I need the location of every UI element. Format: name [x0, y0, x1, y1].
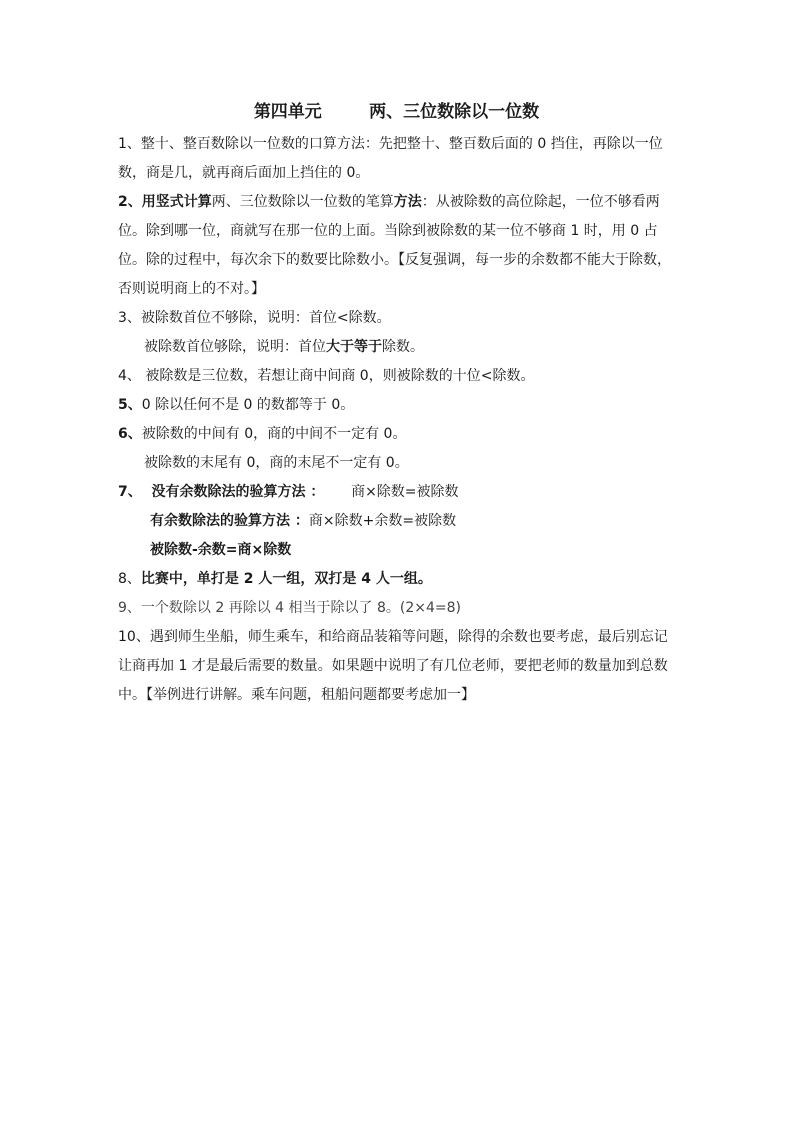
item-3-line-2 — [118, 333, 676, 362]
item-2-method-label: 方法 — [393, 194, 422, 210]
item-5-text: 0 除以任何不是 0 的数都等于 0。 — [141, 397, 355, 413]
item-7-heading: 7、 没有余数除法的验算方法 ： — [118, 484, 325, 500]
item-4: 4、 被除数是三位数，若想让商中间商 0，则被除数的十位<除数。 — [118, 368, 535, 384]
item-3-line-2-end: 除数。 — [382, 339, 424, 355]
item-2-heading: 2、用竖式计算 — [118, 194, 212, 210]
item-9: 9、一个数除以 2 再除以 4 相当于除以了 8。(2×4=8) — [118, 600, 461, 616]
item-2 — [118, 188, 676, 304]
item-1: 1、整十、整百数除以一位数的口算方法：先把整十、整百数后面的 0 挡住，再除以一位数，商是几，就再商后面加上挡住的 0。 — [118, 136, 663, 181]
item-6 — [118, 420, 676, 449]
item-3: 3、被除数首位不够除，说明：首位<除数。 — [118, 310, 391, 326]
item-2-body: ：从被除数的高位除起，一位不够看两位。除到哪一位，商就写在那一位的上面。当除到被除数的某一位不够商 1 时，用 0 占位。除的过程中，每次余下的数要比除数小。【反复强调，每一步的余数都不能大于除数，否则说明商上的不对。】 — [118, 194, 671, 297]
item-7-line-2 — [118, 507, 676, 536]
item-8-text: 比赛中，单打是 2 人一组，双打是 4 人一组。 — [140, 571, 432, 587]
item-7-line-2-formula: 商×除数+余数=被除数 — [308, 513, 457, 529]
item-6-text: 被除数的中间有 0，商的中间不一定有 0。 — [141, 426, 407, 442]
item-2-topic: 两、三位数除以一位数的笔算 — [211, 194, 394, 210]
item-5 — [118, 391, 676, 420]
item-10: 10、遇到师生坐船，师生乘车，和给商品装箱等问题，除得的余数也要考虑，最后别忘记让商再加 1 才是最后需要的数量。如果题中说明了有几位老师，要把老师的数量加到总数中。【举例进行讲解。乘车问题，租船问题都要考虑加一】 — [118, 629, 668, 703]
item-3-line-2-emphasis: 大于等于 — [326, 339, 382, 355]
item-8-number: 8、 — [118, 571, 141, 587]
unit-title: 第四单元 两、三位数除以一位数 — [253, 102, 540, 122]
item-8 — [118, 565, 676, 594]
item-7 — [118, 478, 676, 507]
item-7-formula: 商×除数=被除数 — [324, 484, 459, 500]
item-7-line-3: 被除数-余数=商×除数 — [150, 542, 292, 558]
item-3-line-2-text: 被除数首位够除，说明：首位 — [144, 339, 326, 355]
notes-content — [118, 130, 676, 710]
item-6-number: 6、 — [118, 426, 142, 442]
item-7-line-2-heading: 有余数除法的验算方法 ： — [150, 513, 309, 529]
item-6-line-2: 被除数的末尾有 0，商的末尾不一定有 0。 — [144, 455, 409, 471]
item-5-number: 5、 — [118, 397, 142, 413]
